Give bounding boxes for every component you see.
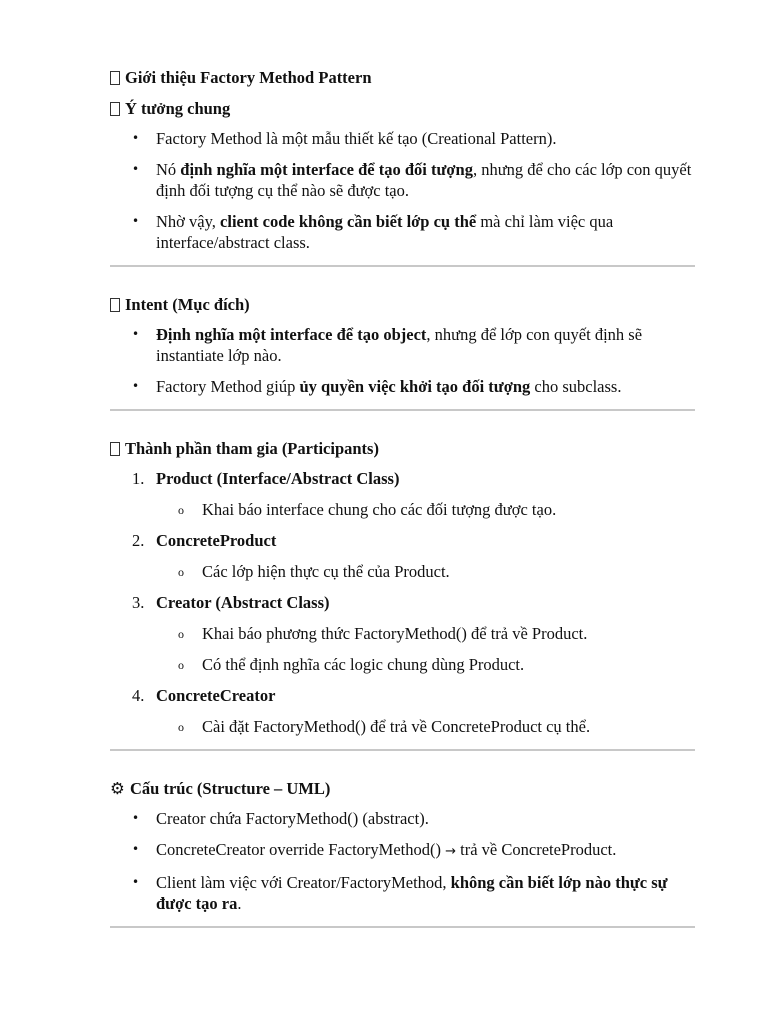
- section-title-intent: [110, 293, 695, 317]
- participants-list: [110, 468, 695, 737]
- heading-text: Thành phần tham gia (Participants): [125, 439, 379, 458]
- participant-item: 1. Product (Interface/Abstract Class) o Khai báo interface chung cho các đối tượng được tạo.: [110, 468, 695, 520]
- list-item: • Client làm việc với Creator/FactoryMethod, không cần biết lớp nào thực sự được tạo ra.: [110, 872, 695, 914]
- section-title-structure: [110, 777, 695, 801]
- section-divider: [110, 409, 695, 411]
- idea-list: [110, 128, 695, 253]
- list-item: • Định nghĩa một interface để tạo object, nhưng để lớp con quyết định sẽ instantiate lớp nào.: [110, 324, 695, 366]
- heading-text: Cấu trúc (Structure – UML): [130, 779, 331, 798]
- heading-text: Ý tưởng chung: [125, 99, 231, 118]
- heading-text: Intent (Mục đích): [125, 295, 250, 314]
- gear-icon: ⚙: [110, 779, 125, 798]
- heading-text: Giới thiệu Factory Method Pattern: [125, 68, 372, 87]
- missing-glyph-icon: [110, 102, 120, 116]
- section-title-idea: [110, 97, 695, 121]
- list-item: • Factory Method là một mẫu thiết kế tạo (Creational Pattern).: [110, 128, 695, 149]
- intent-list: [110, 324, 695, 397]
- participant-item: 4. ConcreteCreator o Cài đặt FactoryMethod() để trả về ConcreteProduct cụ thể.: [110, 685, 695, 737]
- section-title-participants: [110, 437, 695, 461]
- sub-list-item: o Có thể định nghĩa các logic chung dùng Product.: [156, 654, 695, 675]
- sub-list-item: o Các lớp hiện thực cụ thể của Product.: [156, 561, 695, 582]
- document-body: [110, 66, 695, 928]
- section-divider: [110, 926, 695, 928]
- sub-list-item: o Cài đặt FactoryMethod() để trả về ConcreteProduct cụ thể.: [156, 716, 695, 737]
- section-title-intro: [110, 66, 695, 90]
- list-item: • ConcreteCreator override FactoryMethod() → trả về ConcreteProduct.: [110, 839, 695, 862]
- sub-list-item: o Khai báo interface chung cho các đối tượng được tạo.: [156, 499, 695, 520]
- participant-item: 2. ConcreteProduct o Các lớp hiện thực cụ thể của Product.: [110, 530, 695, 582]
- missing-glyph-icon: [110, 298, 120, 312]
- sub-list-item: o Khai báo phương thức FactoryMethod() để trả về Product.: [156, 623, 695, 644]
- section-divider: [110, 265, 695, 267]
- list-item: • Factory Method giúp ủy quyền việc khởi tạo đối tượng cho subclass.: [110, 376, 695, 397]
- list-item: • Creator chứa FactoryMethod() (abstract).: [110, 808, 695, 829]
- list-item: • Nhờ vậy, client code không cần biết lớp cụ thể mà chỉ làm việc qua interface/abstract class.: [110, 211, 695, 253]
- structure-list: [110, 808, 695, 914]
- section-divider: [110, 749, 695, 751]
- list-item: • Nó định nghĩa một interface để tạo đối tượng, nhưng để cho các lớp con quyết định đối tượng cụ thể nào sẽ được tạo.: [110, 159, 695, 201]
- participant-item: 3. Creator (Abstract Class) o Khai báo phương thức FactoryMethod() để trả về Product. o Có thể định nghĩa các logic chung dùng Product.: [110, 592, 695, 675]
- arrow-right-icon: →: [445, 844, 457, 859]
- missing-glyph-icon: [110, 442, 120, 456]
- missing-glyph-icon: [110, 71, 120, 85]
